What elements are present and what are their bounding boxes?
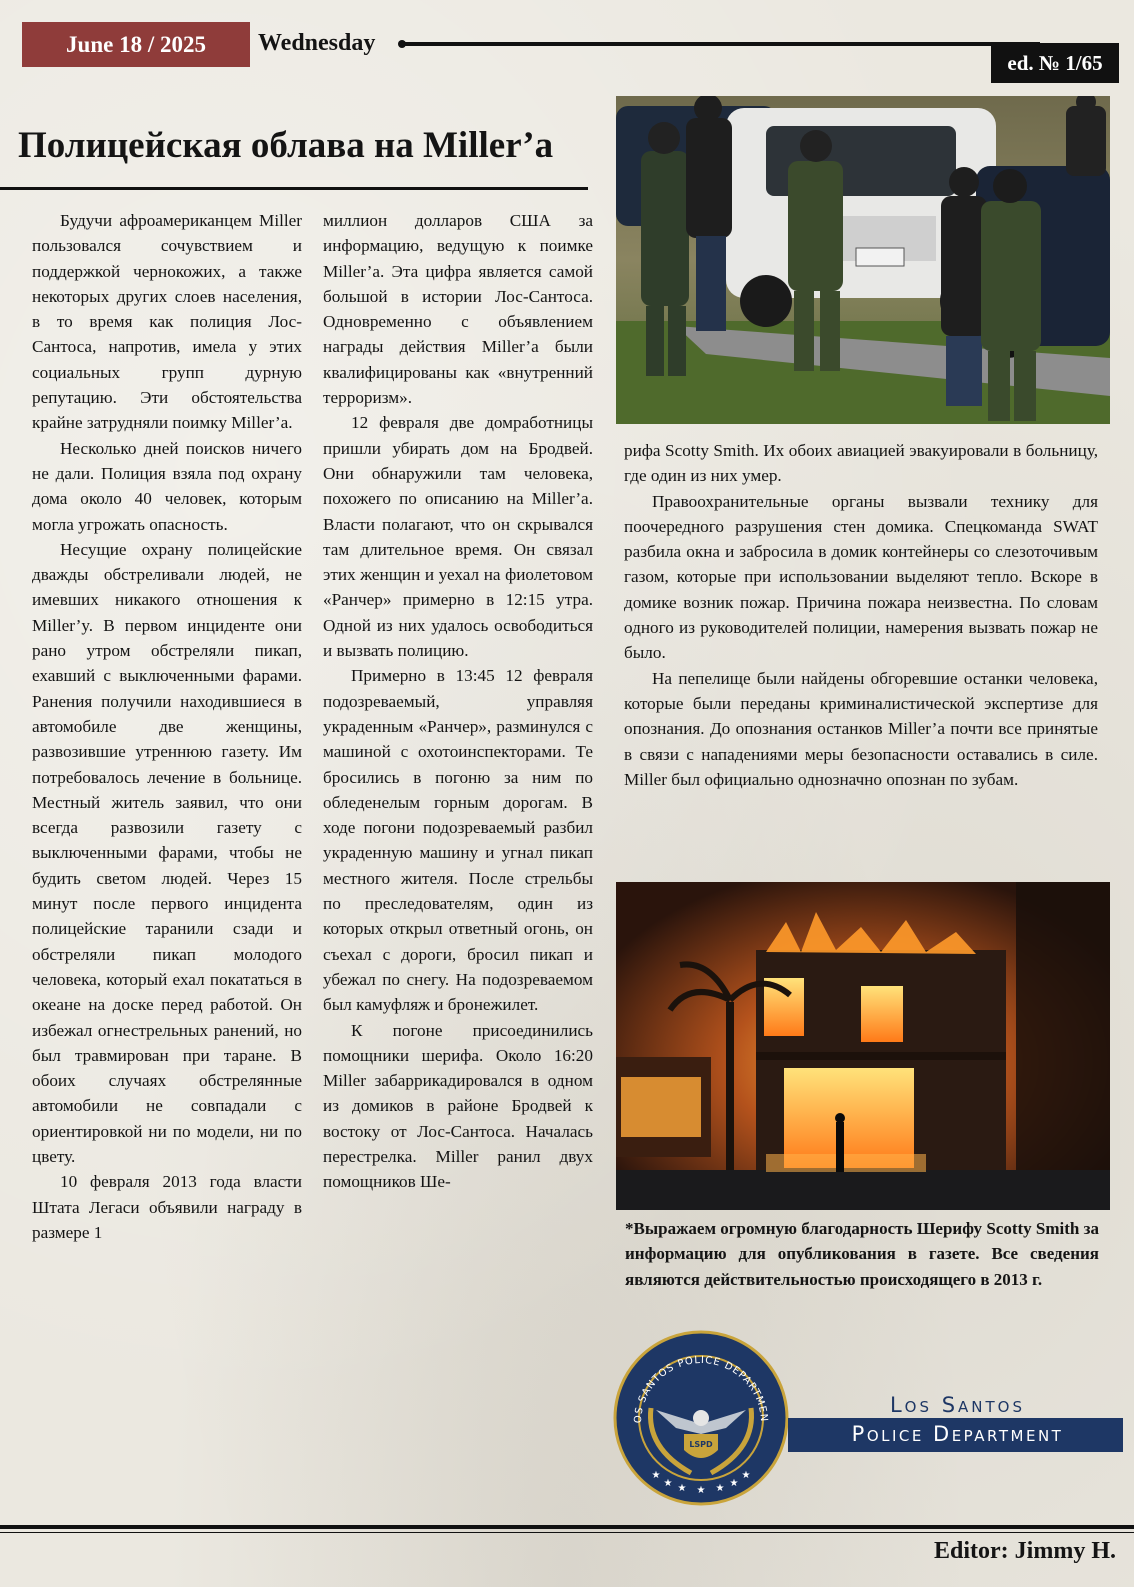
paragraph: Несколько дней поисков ничего не дали. Полиция взяла под охрану дома около 40 человек, которым могла угрожать опасность. (32, 438, 302, 534)
editor-credit: Editor: Jimmy H. (934, 1538, 1116, 1564)
svg-text:★: ★ (677, 1483, 687, 1494)
paragraph: 10 февраля 2013 года власти Штата Легаси объявили награду в размере 1 (32, 1172, 302, 1242)
paragraph: На пепелище были найдены обгоревшие останки человека, которые были переданы криминалистической экспертизе для опознания. До опознания останков Miller’a почти все принятые в связи с нападениями меры безопасности оставались в силе. Miller был официально однозначно опознан по зубам. (624, 668, 1098, 789)
svg-text:★: ★ (651, 1470, 661, 1481)
paragraph: 12 февраля две домработницы пришли убирать дом на Бродвей. Они обнаружили там человека, похожего по описанию на Miller’a. Власти полагают, что он скрывался там длительное время. Он связал этих женщин и уехал на фиолетовом «Ранчер» примерно в 12:15 утра. Одной из них удалось освободиться и вызвать полицию. (323, 413, 593, 661)
footer-rule-thin (0, 1532, 1134, 1533)
svg-text:★: ★ (729, 1478, 739, 1489)
police-raid-photo (616, 96, 1110, 424)
logo-title-line1: Los Santos (889, 1393, 1025, 1417)
house-fire-photo (616, 882, 1110, 1210)
paragraph: Правоохранительные органы вызвали технику для поочередного разрушения стен домика. Спецкоманда SWAT разбила окна и забросила в домик контейнеры со слезоточивым газом, которые при использовании выделяют тепло. Вскоре в домике возник пожар. Причина пожара неизвестна. По словам одного из руководителей полиции, намерения вызвать пожар не было. (624, 491, 1098, 663)
lspd-badge-logo (606, 1328, 796, 1506)
acknowledgement-note: *Выражаем огромную благодарность Шерифу Scotty Smith за информацию для опубликования в газете. Все сведения являются действительностью происходящего в 2013 г. (625, 1219, 1099, 1289)
edition-badge (991, 43, 1119, 83)
svg-text:★: ★ (696, 1485, 706, 1496)
svg-text:★: ★ (663, 1478, 673, 1489)
svg-text:★: ★ (741, 1470, 751, 1481)
paragraph: Несущие охрану полицейские дважды обстреливали людей, не имевших никакого отношения к Miller’y. В первом инциденте они рано утром обстреляли пикап, ехавший с выключенными фарами. Ранения получили находившиеся в автомобиле две женщины, развозившие утреннюю газету. Им потребовалось лечение в больнице. Местный житель заявил, что они всегда развозили газету с выключенными фарами, чтобы не будить светом людей. Через 15 минут после первого инцидента полицейские таранили сзади и обстреляли пикап молодого человека, который ехал покататься в океане на доске перед работой. Он избежал огнестрельных ранений, но был травмирован при таране. В обоих случаях обстрелянные автомобили не совпадали с ориентировкой ни по модели, ни по цвету. (32, 539, 302, 1166)
footer-rule (0, 1525, 1134, 1529)
paragraph-continued: рифа Scotty Smith. Их обоих авиацией эвакуировали в больницу, где один из них умер. (624, 441, 1098, 486)
svg-text:★: ★ (715, 1483, 725, 1494)
date-badge (22, 22, 250, 67)
article-column-1 (32, 208, 302, 1245)
weekday-text: Wednesday (258, 30, 376, 56)
headline: Полицейская облава на Miller’a (18, 125, 554, 166)
paragraph: К погоне присоединились помощники шерифа. Около 16:20 Miller забаррикадировался в одном из домиков в районе Бродвей к востоку от Лос-Сантоса. Началась перестрелка. Miller ранил двух помощников Ше- (323, 1020, 593, 1192)
article-column-2 (323, 208, 593, 1195)
logo-title-line2: Police Department (851, 1422, 1064, 1446)
svg-text:LOS SANTOS POLICE DEPARTMENT: OS SANTOS POLICE DEPARTMEN (632, 1354, 770, 1424)
headline-rule (0, 187, 588, 190)
paragraph: Примерно в 13:45 12 февраля подозреваемый, управляя украденным «Ранчер», разминулся с машиной с охотоинспекторами. Те бросились в погоню за ним по обледенелым горным дорогам. В ходе погони подозреваемый разбил украденную машину и угнал пикап местного жителя. После стрельбы по преследователям, один из которых открыл ответный огонь, он съехал с дороги, бросил пикап и убежал по снегу. На подозреваемом был камуфляж и бронежилет. (323, 666, 593, 1015)
edition-text: ed. № 1/65 (1007, 50, 1103, 75)
paragraph-continued: миллион долларов США за информацию, ведущую к поимке Miller’a. Эта цифра является самой большой в истории Лос-Сантоса. Одновременно с объявлением награды действия Miller’a были квалифицированы как «внутренний терроризм». (323, 211, 593, 408)
header-rule (402, 42, 1040, 46)
date-text: June 18 / 2025 (66, 31, 206, 57)
svg-text:LSPD: LSPD (689, 1440, 713, 1449)
article-column-3 (624, 438, 1098, 792)
paragraph: Будучи афроамериканцем Miller пользовался сочувствием и поддержкой чернокожих, а также некоторых других слоев населения, в то время как полиция Лос-Сантоса, напротив, имела у этих социальных групп дурную репутацию. Эти обстоятельства крайне затрудняли поимку Miller’a. (32, 211, 302, 433)
